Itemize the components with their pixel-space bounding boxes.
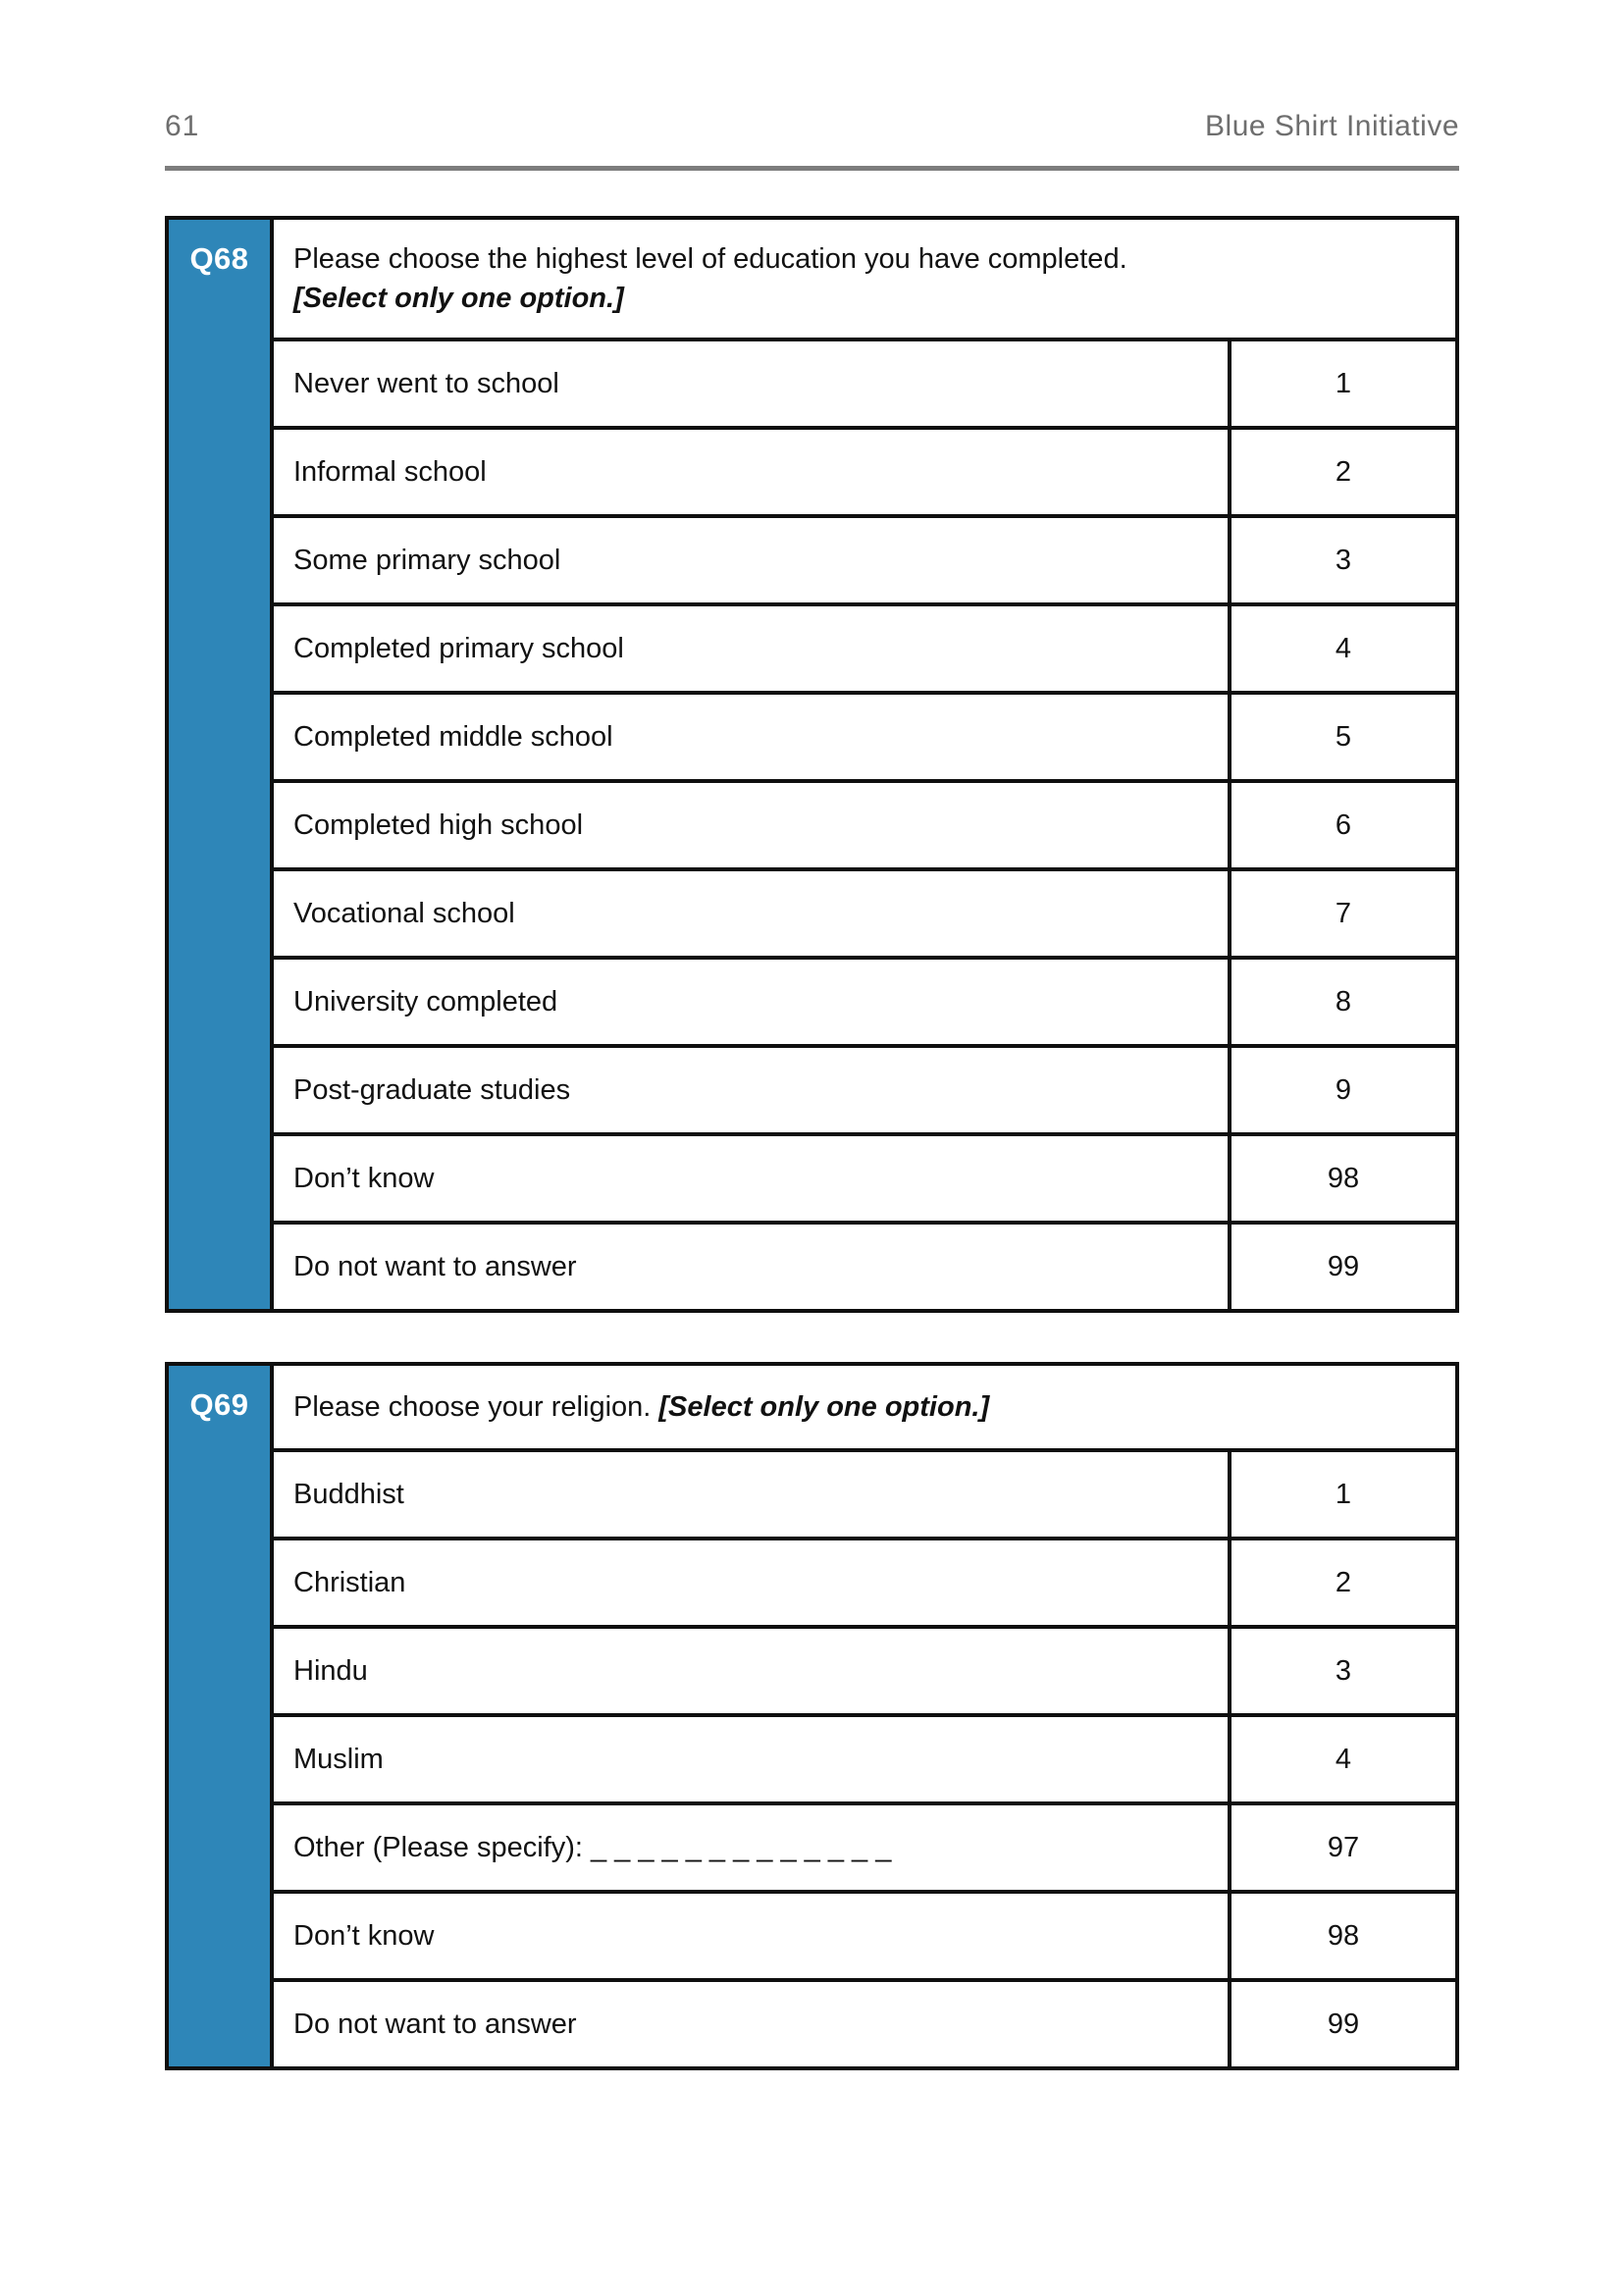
question-id-cell	[167, 218, 272, 1311]
option-row	[167, 781, 1457, 869]
option-code: 4	[1230, 604, 1457, 693]
question-id: Q69	[189, 1387, 249, 1423]
question-instruction: [Select only one option.]	[658, 1391, 990, 1424]
option-row	[167, 1892, 1457, 1980]
option-label: Never went to school	[272, 339, 1230, 428]
option-label: Completed primary school	[272, 604, 1230, 693]
option-code: 5	[1230, 693, 1457, 781]
option-label: Vocational school	[272, 869, 1230, 958]
option-code: 2	[1230, 1539, 1457, 1627]
option-row	[167, 1223, 1457, 1311]
option-code: 2	[1230, 428, 1457, 516]
option-row	[167, 1715, 1457, 1803]
option-label: Completed high school	[272, 781, 1230, 869]
question-row	[167, 218, 1457, 339]
option-code: 1	[1230, 339, 1457, 428]
option-label: Don’t know	[272, 1134, 1230, 1223]
option-code: 7	[1230, 869, 1457, 958]
option-row	[167, 1803, 1457, 1892]
option-row	[167, 1134, 1457, 1223]
page-number: 61	[165, 110, 200, 142]
option-label: University completed	[272, 958, 1230, 1046]
option-code: 6	[1230, 781, 1457, 869]
document-title: Blue Shirt Initiative	[1205, 110, 1459, 142]
option-row	[167, 428, 1457, 516]
option-row	[167, 693, 1457, 781]
option-row	[167, 1980, 1457, 2068]
option-row	[167, 516, 1457, 604]
option-label: Hindu	[272, 1627, 1230, 1715]
option-code: 97	[1230, 1803, 1457, 1892]
option-label: Other (Please specify): _ _ _ _ _ _ _ _ _ _ _ _ _	[272, 1803, 1230, 1892]
option-label: Do not want to answer	[272, 1980, 1230, 2068]
option-row	[167, 958, 1457, 1046]
option-label: Don’t know	[272, 1892, 1230, 1980]
option-row	[167, 869, 1457, 958]
option-label: Muslim	[272, 1715, 1230, 1803]
question-text-cell	[272, 218, 1457, 339]
question-table	[165, 216, 1459, 1313]
header-rule	[165, 166, 1459, 171]
page-header	[165, 110, 1459, 142]
option-row	[167, 339, 1457, 428]
option-label: Some primary school	[272, 516, 1230, 604]
option-row	[167, 604, 1457, 693]
option-label: Informal school	[272, 428, 1230, 516]
option-row	[167, 1627, 1457, 1715]
option-label: Christian	[272, 1539, 1230, 1627]
option-code: 99	[1230, 1980, 1457, 2068]
option-row	[167, 1450, 1457, 1539]
option-label: Do not want to answer	[272, 1223, 1230, 1311]
option-code: 3	[1230, 1627, 1457, 1715]
option-row	[167, 1539, 1457, 1627]
option-label: Post-graduate studies	[272, 1046, 1230, 1134]
option-code: 9	[1230, 1046, 1457, 1134]
option-code: 3	[1230, 516, 1457, 604]
question-text: Please choose your religion.	[293, 1391, 652, 1424]
question-id-cell	[167, 1364, 272, 2068]
option-label: Completed middle school	[272, 693, 1230, 781]
option-code: 98	[1230, 1892, 1457, 1980]
option-code: 99	[1230, 1223, 1457, 1311]
option-row	[167, 1046, 1457, 1134]
question-row	[167, 1364, 1457, 1450]
option-code: 8	[1230, 958, 1457, 1046]
option-code: 1	[1230, 1450, 1457, 1539]
question-instruction: [Select only one option.]	[293, 283, 624, 315]
option-label: Buddhist	[272, 1450, 1230, 1539]
option-code: 4	[1230, 1715, 1457, 1803]
option-code: 98	[1230, 1134, 1457, 1223]
questions-container	[165, 216, 1459, 2070]
question-text-cell	[272, 1364, 1457, 1450]
question-id: Q68	[189, 241, 249, 276]
question-table	[165, 1362, 1459, 2070]
question-text: Please choose the highest level of education you have completed.	[293, 243, 1127, 275]
